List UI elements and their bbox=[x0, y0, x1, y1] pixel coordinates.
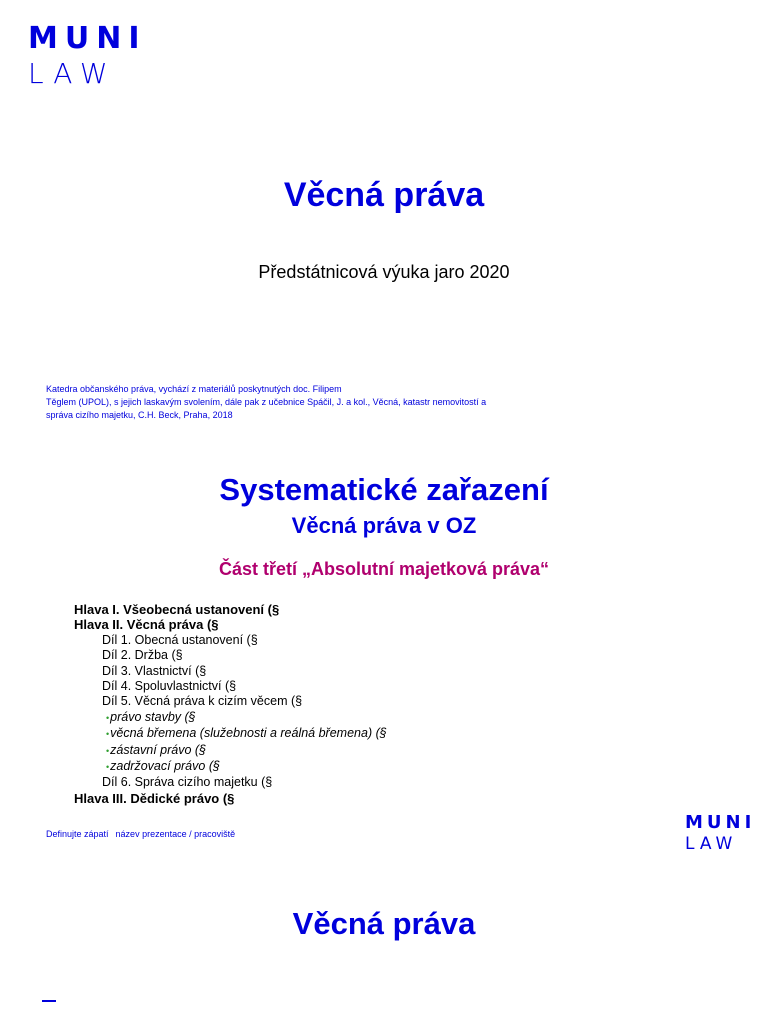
outline-hlava: Hlava II. Věcná práva (§ bbox=[74, 617, 219, 633]
slide1-title: Věcná práva bbox=[283, 176, 485, 214]
logo-line-law: LAW bbox=[28, 57, 117, 90]
slide3-title: Věcná práva bbox=[292, 906, 476, 941]
logo-line-muni: MUNI bbox=[28, 21, 147, 56]
outline-sub-text: zástavní právo (§ bbox=[110, 742, 207, 757]
muni-law-logo bbox=[28, 21, 147, 90]
bullet-icon: • bbox=[106, 762, 110, 773]
bullet-icon: • bbox=[106, 745, 110, 756]
footer-right: název prezentace / pracoviště bbox=[115, 829, 236, 839]
footer-left: Definujte zápatí bbox=[46, 829, 109, 839]
outline-dil: Díl 3. Vlastnictví (§ bbox=[102, 663, 207, 678]
outline-sub-text: věcná břemena (služebnosti a reálná břemena) (§ bbox=[110, 726, 387, 741]
slide1-subtitle: Předstátnicová výuka jaro 2020 bbox=[258, 262, 510, 282]
outline-sub-item bbox=[74, 726, 387, 742]
slide1-credit bbox=[46, 383, 546, 422]
slide2-outline bbox=[74, 602, 387, 806]
outline-sub-item bbox=[74, 759, 387, 775]
outline-sub-text: právo stavby (§ bbox=[110, 709, 196, 724]
bullet-icon: • bbox=[106, 712, 110, 723]
outline-sub-item bbox=[74, 743, 387, 759]
outline-dil: Díl 1. Obecná ustanovení (§ bbox=[102, 632, 258, 647]
outline-hlava: Hlava III. Dědické právo (§ bbox=[74, 790, 235, 806]
logo-line-muni: MUNI bbox=[685, 812, 756, 833]
bullet-icon: • bbox=[106, 729, 110, 740]
credit-line: správa cizího majetku, C.H. Beck, Praha, 2018 bbox=[46, 410, 233, 420]
slide2-subtitle: Věcná práva v OZ bbox=[291, 513, 477, 538]
credit-line: Katedra občanského práva, vychází z materiálů poskytnutých doc. Filipem bbox=[46, 384, 342, 394]
muni-law-logo-small bbox=[685, 814, 755, 853]
slide2-footer bbox=[46, 829, 235, 839]
outline-hlava: Hlava I. Všeobecná ustanovení (§ bbox=[74, 602, 280, 617]
slide2-part-heading: Část třetí „Absolutní majetková práva“ bbox=[218, 559, 550, 579]
outline-dil: Díl 4. Spoluvlastnictví (§ bbox=[102, 679, 237, 694]
outline-dil: Díl 5. Věcná práva k cizím věcem (§ bbox=[102, 694, 303, 709]
outline-sub-item bbox=[74, 710, 387, 726]
credit-line: Těglem (UPOL), s jejich laskavým svolením, dále pak z učebnice Spáčil, J. a kol., Věcná, katastr nemovitostí a bbox=[46, 397, 487, 407]
logo-line-law: LAW bbox=[685, 834, 738, 854]
slide2-title: Systematické zařazení bbox=[219, 472, 549, 507]
outline-dil: Díl 2. Držba (§ bbox=[102, 648, 183, 663]
outline-dil: Díl 6. Správa cizího majetku (§ bbox=[102, 775, 273, 790]
outline-sub-text: zadržovací právo (§ bbox=[110, 759, 220, 774]
accent-dash bbox=[42, 1000, 56, 1002]
